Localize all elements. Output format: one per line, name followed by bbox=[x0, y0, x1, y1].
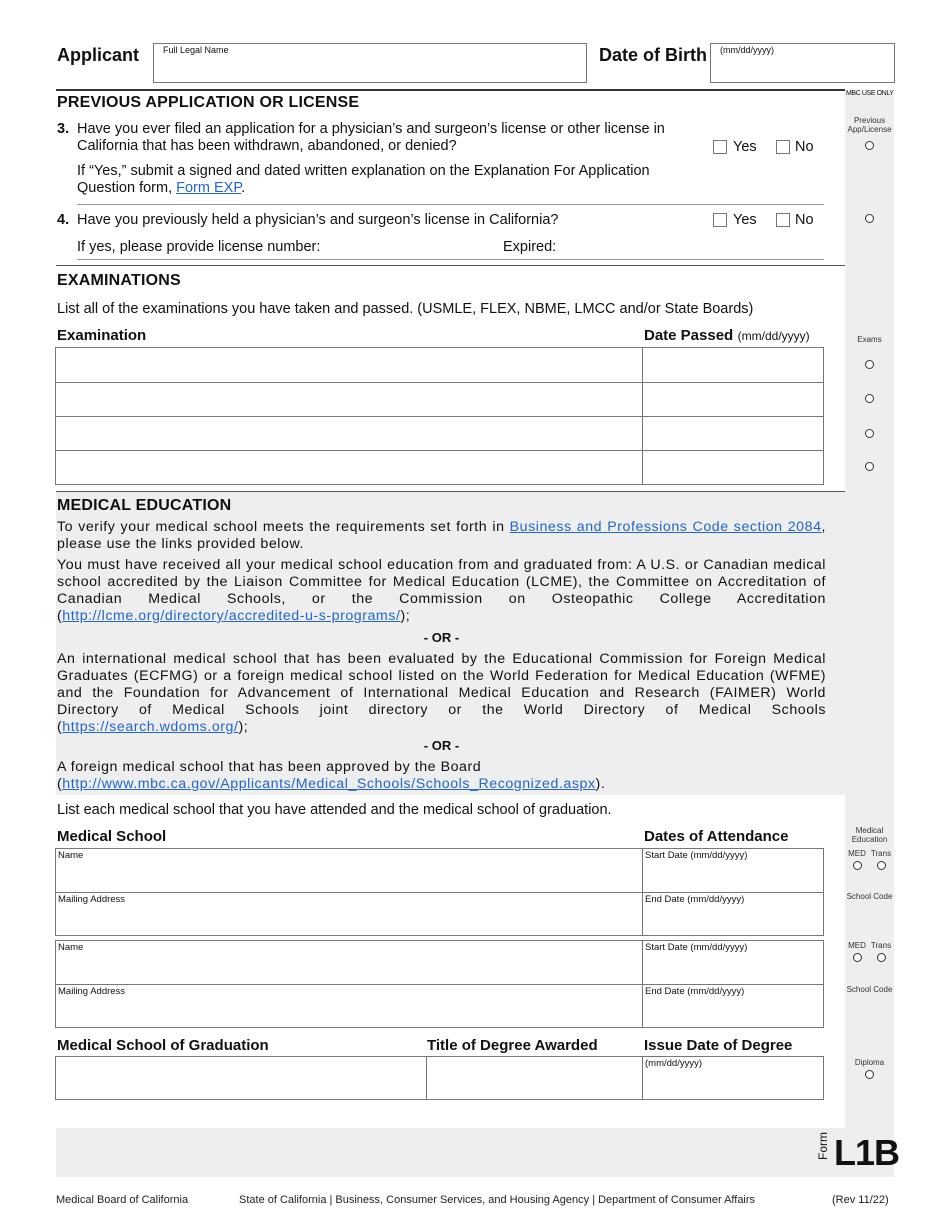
end-date-label: End Date (mm/dd/yyyy) bbox=[645, 986, 745, 997]
p2-text: You must have received all your medical school education from and graduated from: A U.S. or Canadian medical school accredited by the Liaison Committee for Medical Education (LCME), the Committee on Accreditation of Canadian Medical Schools, or the Commission on Osteopathic College Accreditation ( bbox=[57, 557, 826, 624]
p1-text: To verify your medical school meets the requirements set forth in bbox=[57, 519, 510, 535]
p3-text: An international medical school that has been evaluated by the Educational Commission for Foreign Medical Graduates (ECFMG) or a foreign medical school listed on the World Federation for Medical Education (WFME) and the Foundation for Advancement of International Medical Education and Research (FAIMER) World Directory of Medical Schools joint directory or the World Directory of Medical Schools ( bbox=[57, 651, 826, 735]
issue-date-field[interactable] bbox=[643, 1057, 823, 1099]
form-id-panel bbox=[56, 1128, 845, 1177]
previous-side-label: Previous App/License bbox=[847, 116, 892, 134]
previous-marker-2 bbox=[865, 214, 874, 223]
graduation-school-header: Medical School of Graduation bbox=[57, 1037, 269, 1054]
med-label-1: MED bbox=[848, 849, 866, 858]
q-divider bbox=[77, 259, 824, 260]
school-1-address-field[interactable] bbox=[56, 893, 642, 935]
school-list-intro: List each medical school that you have attended and the medical school of graduation. bbox=[57, 802, 612, 818]
q4-yes-label: Yes bbox=[733, 212, 757, 228]
q3-note bbox=[77, 163, 707, 197]
date-passed-hint: (mm/dd/yyyy) bbox=[737, 329, 810, 343]
p4-text: A foreign medical school that has been approved by the Board ( bbox=[57, 759, 482, 792]
school-2-start-date-field[interactable] bbox=[643, 941, 823, 984]
dob-label: Date of Birth bbox=[599, 45, 707, 65]
q3-yes-label: Yes bbox=[733, 139, 757, 155]
exam-column-header: Examination bbox=[57, 327, 147, 344]
school-code-label-2: School Code bbox=[846, 985, 893, 994]
dob-field[interactable] bbox=[710, 43, 895, 83]
trans-marker-1 bbox=[877, 861, 886, 870]
q4-no-label: No bbox=[795, 212, 814, 228]
school-2-name-field[interactable] bbox=[56, 941, 642, 984]
school-1-end-date-field[interactable] bbox=[643, 893, 823, 935]
applicant-label: Applicant bbox=[57, 45, 140, 65]
q4-text: Have you previously held a physician’s and surgeon’s license in California? bbox=[77, 212, 559, 228]
or-separator-1: - OR - bbox=[423, 630, 460, 645]
school-1-start-date-field[interactable] bbox=[643, 849, 823, 892]
mbc-use-only: MBC USE ONLY bbox=[846, 90, 894, 97]
q3-no-label: No bbox=[795, 139, 814, 155]
previous-marker-1 bbox=[865, 141, 874, 150]
education-side-label: Medical Education bbox=[851, 826, 888, 844]
q4-yes-checkbox[interactable] bbox=[713, 213, 727, 227]
wdoms-link[interactable]: https://search.wdoms.org/ bbox=[62, 719, 239, 735]
p4-text-end: ). bbox=[595, 776, 606, 792]
diploma-marker bbox=[865, 1070, 874, 1079]
bp-code-link[interactable]: Business and Professions Code section 2084 bbox=[509, 519, 822, 535]
issue-date-hint: (mm/dd/yyyy) bbox=[645, 1058, 702, 1069]
education-section-title: MEDICAL EDUCATION bbox=[57, 497, 232, 514]
full-legal-name-field[interactable] bbox=[153, 43, 587, 83]
form-exp-link[interactable]: Form EXP bbox=[176, 180, 242, 196]
lcme-link[interactable]: http://lcme.org/directory/accredited-u-s-programs/ bbox=[62, 608, 401, 624]
exam-marker-4 bbox=[865, 462, 874, 471]
name-label: Name bbox=[58, 850, 84, 861]
q4-license-label: If yes, please provide license number: bbox=[77, 239, 321, 255]
school-1-name-field[interactable] bbox=[56, 849, 642, 892]
school-code-label-1: School Code bbox=[846, 892, 893, 901]
q-divider bbox=[77, 204, 824, 205]
date-passed-field-3[interactable] bbox=[643, 417, 823, 450]
p2-text-end: ); bbox=[400, 608, 411, 624]
med-label-2: MED bbox=[848, 941, 866, 950]
date-passed-field-2[interactable] bbox=[643, 383, 823, 416]
date-passed-label: Date Passed bbox=[644, 327, 734, 344]
school-block-1 bbox=[55, 848, 824, 936]
dob-hint: (mm/dd/yyyy) bbox=[720, 45, 774, 55]
q3-yes-checkbox[interactable] bbox=[713, 140, 727, 154]
start-date-label: Start Date (mm/dd/yyyy) bbox=[645, 942, 748, 953]
exam-field-1[interactable] bbox=[56, 348, 642, 382]
education-paragraph-3 bbox=[57, 651, 826, 736]
section-divider bbox=[56, 491, 845, 492]
exam-marker-1 bbox=[865, 360, 874, 369]
license-number-field[interactable] bbox=[340, 238, 500, 257]
q3-number: 3. bbox=[57, 121, 70, 137]
degree-title-field[interactable] bbox=[427, 1057, 642, 1099]
q3-text: Have you ever filed an application for a physician’s and surgeon’s license or other license in California that has been withdrawn, abandoned, or denied? bbox=[77, 121, 665, 154]
school-2-end-date-field[interactable] bbox=[643, 985, 823, 1027]
q4-number: 4. bbox=[57, 212, 70, 228]
trans-label-2: Trans bbox=[870, 941, 892, 950]
diploma-label: Diploma bbox=[854, 1058, 885, 1067]
end-date-label: End Date (mm/dd/yyyy) bbox=[645, 894, 745, 905]
footer-right: (Rev 11/22) bbox=[832, 1194, 889, 1206]
exams-side-label: Exams bbox=[857, 335, 882, 344]
form-id: L1B bbox=[834, 1132, 900, 1173]
expired-field[interactable] bbox=[565, 238, 820, 257]
exams-intro: List all of the examinations you have taken and passed. (USMLE, FLEX, NBME, LMCC and/or State Boards) bbox=[57, 301, 754, 317]
date-passed-field-4[interactable] bbox=[643, 451, 823, 484]
footer-left: Medical Board of California bbox=[56, 1194, 189, 1206]
q3-note-text: If “Yes,” submit a signed and dated written explanation on the Explanation For Application Question form, bbox=[77, 163, 650, 196]
graduation-school-field[interactable] bbox=[56, 1057, 426, 1099]
trans-label-1: Trans bbox=[870, 849, 892, 858]
mbc-schools-link[interactable]: http://www.mbc.ca.gov/Applicants/Medical_Schools/Schools_Recognized.aspx bbox=[62, 776, 596, 792]
exam-field-4[interactable] bbox=[56, 451, 642, 484]
graduation-table bbox=[55, 1056, 824, 1100]
med-marker-1 bbox=[853, 861, 862, 870]
school-block-2 bbox=[55, 940, 824, 1028]
date-passed-field-1[interactable] bbox=[643, 348, 823, 382]
school-2-address-field[interactable] bbox=[56, 985, 642, 1027]
education-paragraph-4 bbox=[57, 759, 826, 793]
section-divider bbox=[56, 89, 845, 91]
exam-field-2[interactable] bbox=[56, 383, 642, 416]
degree-title-header: Title of Degree Awarded bbox=[427, 1037, 598, 1054]
trans-marker-2 bbox=[877, 953, 886, 962]
q3-note-end: . bbox=[241, 180, 246, 196]
date-passed-header bbox=[644, 327, 810, 345]
p3-text-end: ); bbox=[238, 719, 249, 735]
section-divider bbox=[56, 265, 845, 266]
start-date-label: Start Date (mm/dd/yyyy) bbox=[645, 850, 748, 861]
exam-table bbox=[55, 347, 824, 485]
q4-no-checkbox[interactable] bbox=[776, 213, 790, 227]
exams-section-title: EXAMINATIONS bbox=[57, 272, 181, 289]
med-marker-2 bbox=[853, 953, 862, 962]
q4-expired-label: Expired: bbox=[503, 239, 557, 255]
full-legal-name-label: Full Legal Name bbox=[163, 45, 229, 55]
previous-section-title: PREVIOUS APPLICATION OR LICENSE bbox=[57, 94, 360, 111]
medical-school-header: Medical School bbox=[57, 828, 167, 845]
p1-text-end: , please use the links provided below. bbox=[57, 519, 827, 552]
exam-marker-2 bbox=[865, 394, 874, 403]
mailing-address-label: Mailing Address bbox=[58, 894, 126, 905]
footer-center: State of California | Business, Consumer Services, and Housing Agency | Department of Consumer Affairs bbox=[239, 1194, 756, 1206]
mailing-address-label: Mailing Address bbox=[58, 986, 126, 997]
issue-date-header: Issue Date of Degree bbox=[644, 1037, 793, 1054]
side-column bbox=[845, 92, 894, 1177]
exam-field-3[interactable] bbox=[56, 417, 642, 450]
education-paragraph-2 bbox=[57, 557, 826, 625]
form-word: Form bbox=[816, 1132, 830, 1160]
exam-marker-3 bbox=[865, 429, 874, 438]
name-label: Name bbox=[58, 942, 84, 953]
education-paragraph-1 bbox=[57, 519, 826, 553]
dates-attendance-header: Dates of Attendance bbox=[644, 828, 789, 845]
or-separator-2: - OR - bbox=[423, 738, 460, 753]
q3-no-checkbox[interactable] bbox=[776, 140, 790, 154]
